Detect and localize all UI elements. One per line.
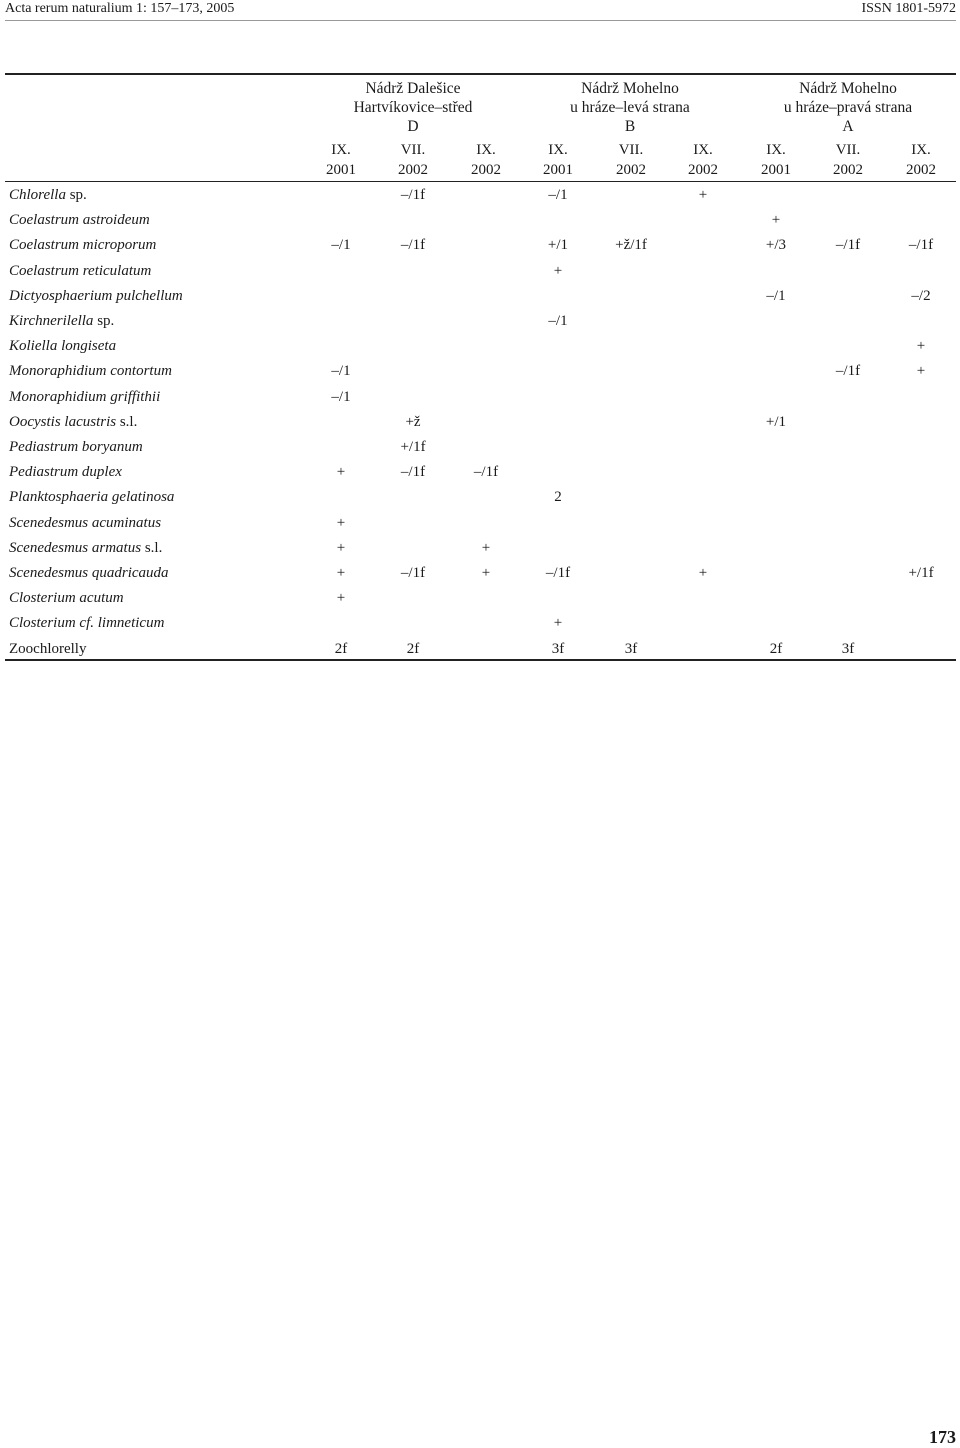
table-cell: –/1 bbox=[548, 187, 568, 203]
table-cell: –/2 bbox=[911, 287, 931, 304]
table-cell: + bbox=[698, 187, 708, 203]
table-row bbox=[0, 359, 960, 383]
taxon-italic: Coelastrum astroideum bbox=[9, 212, 150, 229]
taxon-name bbox=[9, 485, 174, 509]
date-header-month: IX. bbox=[766, 142, 786, 158]
taxon-name bbox=[9, 385, 160, 409]
taxon-name bbox=[9, 586, 124, 610]
date-header bbox=[736, 141, 816, 180]
date-header bbox=[808, 141, 888, 180]
table-row bbox=[0, 611, 960, 635]
taxon-italic: Chlorella bbox=[9, 187, 66, 203]
group-header-line: D bbox=[407, 118, 419, 135]
table-row bbox=[0, 208, 960, 232]
taxon-suffix: s.l. bbox=[141, 539, 163, 556]
group-header-dalesice bbox=[333, 79, 493, 136]
table-cell: 3f bbox=[551, 640, 565, 657]
date-header-month: IX. bbox=[476, 142, 496, 158]
table-cell: + bbox=[553, 615, 563, 632]
journal-citation: Acta rerum naturalium 1: 157–173, 2005 bbox=[5, 1, 235, 16]
date-header-month: VII. bbox=[835, 142, 861, 158]
table-row bbox=[0, 385, 960, 409]
taxon-name bbox=[9, 284, 183, 308]
table-row bbox=[0, 511, 960, 535]
date-header-year: 2001 bbox=[543, 161, 573, 178]
taxon-italic: Planktosphaeria gelatinosa bbox=[9, 489, 175, 506]
group-header-line: u hráze–pravá strana bbox=[783, 99, 913, 116]
taxon-italic: Kirchnerilella bbox=[9, 313, 94, 329]
date-header-year: 2002 bbox=[471, 161, 501, 178]
table-row bbox=[0, 435, 960, 459]
group-header-mohelno-right bbox=[758, 79, 938, 136]
taxon-italic: Oocystis lacustris bbox=[9, 413, 117, 430]
table-cell: –/1f bbox=[400, 464, 426, 481]
date-header bbox=[591, 141, 671, 180]
table-cell: –/1f bbox=[908, 237, 934, 254]
table-row bbox=[0, 334, 960, 358]
table-cell: + bbox=[916, 363, 926, 380]
table-cell: + bbox=[336, 565, 346, 581]
taxon-italic: Monoraphidium griffithii bbox=[9, 388, 161, 405]
table-row bbox=[0, 284, 960, 308]
taxon-italic: Monoraphidium contortum bbox=[9, 363, 172, 380]
date-header bbox=[518, 141, 598, 180]
group-header-line: Nádrž Dalešice bbox=[365, 80, 461, 97]
table-cell: 3f bbox=[624, 640, 638, 657]
table-cell: –/1f bbox=[835, 237, 861, 254]
table-cell: +/1f bbox=[908, 565, 934, 581]
table-cell: –/1f bbox=[835, 363, 861, 380]
table-row bbox=[0, 460, 960, 484]
taxon-name bbox=[9, 183, 87, 207]
date-header-month: VII. bbox=[400, 142, 426, 158]
table-row bbox=[0, 259, 960, 283]
table-cell: –/1 bbox=[548, 313, 568, 329]
table-row bbox=[0, 536, 960, 560]
taxon-name bbox=[9, 410, 137, 434]
date-header-month: IX. bbox=[331, 142, 351, 158]
date-header bbox=[373, 141, 453, 180]
date-header bbox=[881, 141, 960, 180]
taxon-name bbox=[9, 233, 156, 257]
taxon-name bbox=[9, 309, 114, 333]
running-head bbox=[5, 0, 956, 21]
table-cell: + bbox=[336, 514, 346, 531]
group-header-line: Nádrž Mohelno bbox=[799, 80, 897, 97]
taxon-italic: Scenedesmus quadricauda bbox=[9, 565, 169, 581]
table-cell: 2f bbox=[769, 640, 783, 657]
table-cell: +ž/1f bbox=[615, 237, 647, 254]
date-header-year: 2002 bbox=[833, 161, 863, 178]
table-cell: +ž bbox=[405, 413, 421, 430]
taxon-suffix: sp. bbox=[93, 313, 115, 329]
date-header bbox=[663, 141, 743, 180]
date-header-month: VII. bbox=[618, 142, 644, 158]
table-row bbox=[0, 233, 960, 257]
taxon-italic: Pediastrum duplex bbox=[9, 464, 122, 481]
table-cell: + bbox=[553, 262, 563, 279]
taxon-name bbox=[9, 208, 150, 232]
table-cell: +/1f bbox=[400, 439, 426, 455]
table-cell: –/1f bbox=[400, 237, 426, 254]
group-header-line: B bbox=[624, 118, 636, 135]
taxon-italic: Pediastrum boryanum bbox=[9, 439, 143, 455]
taxon-suffix: s.l. bbox=[116, 413, 138, 430]
taxon-italic: Koliella longiseta bbox=[9, 338, 117, 355]
group-header-line: Hartvíkovice–střed bbox=[353, 99, 473, 116]
date-header-year: 2001 bbox=[326, 161, 356, 178]
table-cell: +/3 bbox=[765, 237, 787, 254]
taxon-italic: Dictyosphaerium pulchellum bbox=[9, 287, 183, 304]
taxon-name bbox=[9, 359, 172, 383]
table-cell: –/1f bbox=[545, 565, 571, 581]
taxon-name bbox=[9, 259, 151, 283]
date-header-year: 2002 bbox=[906, 161, 936, 178]
taxon-name bbox=[9, 435, 143, 459]
table-cell: 3f bbox=[841, 640, 855, 657]
table-row bbox=[0, 637, 960, 661]
date-header-year: 2002 bbox=[616, 161, 646, 178]
date-header-month: IX. bbox=[548, 142, 568, 158]
table-row bbox=[0, 309, 960, 333]
table-cell: +/1 bbox=[765, 413, 787, 430]
table-cell: + bbox=[336, 539, 346, 556]
taxon-italic: Closterium acutum bbox=[9, 590, 124, 607]
table-cell: 2f bbox=[334, 640, 348, 657]
table-cell: + bbox=[771, 212, 781, 229]
table-cell: –/1 bbox=[331, 363, 351, 380]
table-cell: + bbox=[336, 464, 346, 481]
group-header-mohelno-left bbox=[550, 79, 710, 136]
group-header-line: Nádrž Mohelno bbox=[581, 80, 679, 97]
date-header-year: 2001 bbox=[761, 161, 791, 178]
taxon-italic: Scenedesmus acuminatus bbox=[9, 514, 162, 531]
table-row bbox=[0, 410, 960, 434]
taxon-name bbox=[9, 637, 86, 661]
taxon-name bbox=[9, 511, 161, 535]
table-cell: –/1 bbox=[331, 388, 351, 405]
date-header-year: 2002 bbox=[398, 161, 428, 178]
page-number: 173 bbox=[929, 1427, 956, 1447]
table-cell: 2 bbox=[554, 489, 562, 506]
table-cell: + bbox=[336, 590, 346, 607]
group-header-line: A bbox=[842, 118, 854, 135]
group-header-line: u hráze–levá strana bbox=[570, 99, 690, 116]
table-cell: 2f bbox=[406, 640, 420, 657]
table-header-rule bbox=[5, 181, 956, 182]
taxon-name bbox=[9, 334, 116, 358]
date-header-year: 2002 bbox=[688, 161, 718, 178]
taxon-italic: Coelastrum reticulatum bbox=[9, 262, 152, 279]
table-cell: + bbox=[481, 565, 491, 581]
taxon-name bbox=[9, 460, 122, 484]
table-row bbox=[0, 586, 960, 610]
table-cell: –/1 bbox=[331, 237, 351, 254]
date-header bbox=[446, 141, 526, 180]
taxon-name bbox=[9, 536, 162, 560]
table-cell: + bbox=[481, 539, 491, 556]
table-row bbox=[0, 561, 960, 585]
taxon-italic: Closterium cf. limneticum bbox=[9, 615, 165, 632]
taxon-italic: Scenedesmus armatus bbox=[9, 539, 142, 556]
taxon-name bbox=[9, 611, 164, 635]
table-row bbox=[0, 183, 960, 207]
issn: ISSN 1801-5972 bbox=[861, 1, 956, 16]
table-top-rule bbox=[5, 73, 956, 75]
table-cell: + bbox=[916, 338, 926, 355]
taxon-suffix: Zoochlorelly bbox=[9, 640, 87, 657]
table-row bbox=[0, 485, 960, 509]
table-cell: –/1f bbox=[400, 565, 426, 581]
table-cell: + bbox=[698, 565, 708, 581]
table-cell: +/1 bbox=[547, 237, 569, 254]
taxon-suffix: sp. bbox=[65, 187, 87, 203]
table-cell: –/1 bbox=[766, 287, 786, 304]
taxon-italic: Coelastrum microporum bbox=[9, 237, 157, 254]
date-header-month: IX. bbox=[693, 142, 713, 158]
table-cell: –/1f bbox=[400, 187, 426, 203]
taxon-name bbox=[9, 561, 169, 585]
date-header bbox=[301, 141, 381, 180]
date-header-month: IX. bbox=[911, 142, 931, 158]
table-cell: –/1f bbox=[473, 464, 499, 481]
